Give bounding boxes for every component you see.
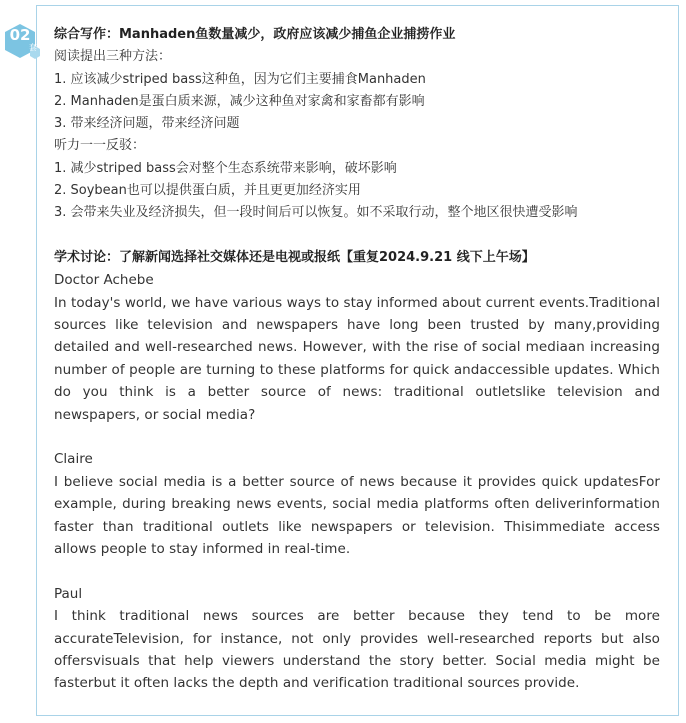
badge-suffix: 套 [29,43,37,52]
reading-label: 阅读提出三种方法： [54,49,172,65]
badge-number: 02 [9,26,31,44]
post-author-achebe: Doctor Achebe [54,272,154,289]
listening-label: 听力一一反驳： [54,138,146,154]
discussion-title: 学术讨论：了解新闻选择社交媒体还是电视或报纸【重复2024.9.21 线下上午场】 [54,249,535,265]
listening-item-2: 2. Soybean也可以提供蛋白质，并且更更加经济实用 [54,183,361,199]
post-text-paul: I think traditional news sources are better because they tend to be more accurateTelevision, for instance, not only provides well-researched reports but also offersvisuals that help viewers understand the story better. Social media might be fasterbut it often lacks the depth and verification traditional sources provide. [54,608,660,692]
listening-item-1: 1. 减少striped bass会对整个生态系统带来影响，破坏影响 [54,160,397,176]
post-text-claire: I believe social media is a better source of news because it provides quick updatesFor example, during breaking news events, social media platforms often deliverinformation faster than traditional outlets like newspapers or television. Thisimmediate access allows people to stay informed in real-time. [54,473,660,557]
number-badge [2,22,40,58]
main-content [54,24,660,695]
post-author-paul: Paul [54,585,83,602]
post-text-achebe: In today's world, we have various ways to stay informed about current events.Traditional sources like television and newspapers have long been trusted by many,providing detailed and well-researched news. However, with the rise of social mediaan increasing number of people are turning to these platforms for quick andaccessible updates. Which do you think is a better source of news: traditional outletslike television and newspapers, or social media? [54,294,660,423]
listening-item-3: 3. 会带来失业及经济损失，但一段时间后可以恢复。如不采取行动，整个地区很快遭受影响 [54,205,578,221]
reading-item-2: 2. Manhaden是蛋白质来源，减少这种鱼对家禽和家畜都有影响 [54,93,425,109]
post-author-claire: Claire [54,451,93,468]
reading-item-1: 1. 应该减少striped bass这种鱼，因为它们主要捕食Manhaden [54,71,426,87]
reading-item-3: 3. 带来经济问题，带来经济问题 [54,116,240,132]
writing-title: 综合写作：Manhaden鱼数量减少，政府应该减少捕鱼企业捕捞作业 [54,27,456,42]
